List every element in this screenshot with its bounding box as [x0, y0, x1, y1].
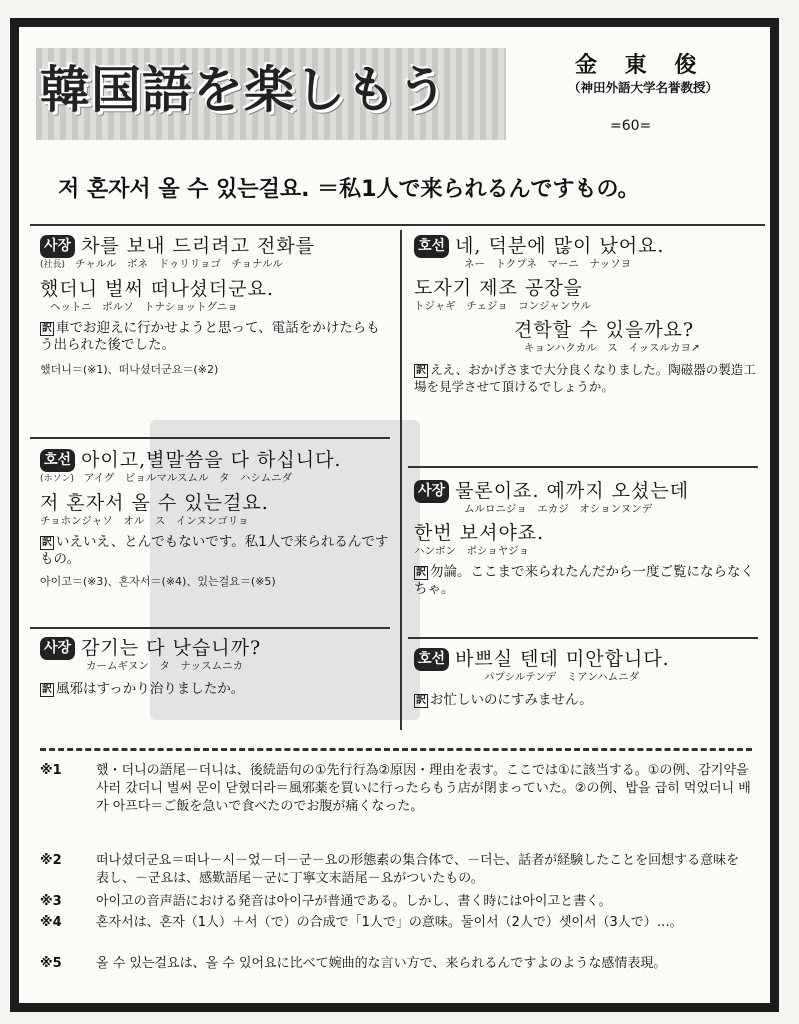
korean-line: 물론이죠. 예까지 오셨는데 — [455, 480, 690, 502]
speaker-badge: 사장 — [414, 480, 449, 503]
translation: 車でお迎えに行かせようと思って、電話をかけたらもう出られた後でした。 — [40, 320, 380, 353]
translation: いえいえ、とんでもないです。私1人で来られるんですもの。 — [40, 534, 389, 567]
translation-mark: 訳 — [42, 323, 52, 334]
reading-line: アイグ ピョルマルスムル タ ハシムニダ — [84, 472, 293, 484]
series-title: 韓国語を楽しもう — [40, 61, 448, 119]
translation-mark: 訳 — [416, 567, 426, 578]
translation-mark: 訳 — [416, 365, 426, 376]
dialogue-block-3 — [40, 637, 390, 698]
reading-line: トジャギ チェジョ コンジャンウル — [414, 300, 591, 312]
korean-line: 견학할 수 있을까요? — [514, 319, 695, 341]
dialogue-block-2 — [40, 449, 390, 589]
reading-line: ネー トクプネ マーニ ナッソヨ — [464, 258, 632, 270]
speaker-role: (社長) — [40, 260, 66, 270]
korean-line: 도자기 제조 공장을 — [414, 277, 583, 299]
korean-line: 저 혼자서 올 수 있는걸요. — [40, 492, 269, 514]
reading-line: ヘットニ ポルソ トナショットグニョ — [50, 301, 238, 313]
reading-line: ハンボン ポショヤジョ — [414, 545, 529, 557]
reading-line: ムルロニジョ エカジ オションヌンデ — [464, 503, 653, 515]
speaker-badge: 호선 — [40, 449, 75, 472]
korean-line: 했더니 벌써 떠나셨더군요. — [40, 278, 275, 300]
korean-line: 차를 보내 드리려고 전화를 — [81, 235, 316, 257]
dialogue-block-1 — [40, 235, 390, 377]
speaker-badge: 사장 — [40, 637, 75, 660]
author-affiliation: （神田外語大学名誉教授） — [568, 80, 719, 95]
footnote-3: ※3 아이고の音声語における発音は아이구が普通である。しかし、書く時には아이고と書く。 — [40, 894, 612, 909]
translation: 風邪はすっかり治りましたか。 — [56, 681, 245, 697]
korean-line: 바쁘실 텐데 미안합니다. — [455, 648, 670, 670]
reading-line: チョホンジャソ オル ス インヌンゴリョ — [40, 515, 249, 527]
speaker-badge: 호선 — [414, 235, 449, 258]
issue-number: =60= — [610, 118, 652, 134]
reading-line: チャルル ボネ ドゥリリョゴ チョナルル — [75, 258, 283, 270]
korean-line: 감기는 다 낫습니까? — [81, 637, 262, 659]
right-divider-2 — [408, 637, 758, 639]
translation: 勿論。ここまで来られたんだから一度ご覧にならなくちゃ。 — [414, 564, 754, 597]
left-divider-2 — [30, 627, 390, 629]
translation-mark: 訳 — [42, 537, 52, 548]
translation: お忙しいのにすみません。 — [430, 692, 593, 708]
notes-separator — [40, 748, 752, 751]
reading-line: パプシルテンデ ミアンハムニダ — [484, 671, 640, 683]
translation: ええ、おかげさまで大分良くなりました。陶磁器の製造工場を見学させて頂けるでしょうか。 — [414, 362, 756, 394]
footnote-4: ※4 혼자서は、혼자（1人）＋서（で）の合成で「1人で」の意味。둘이서（2人で）셋이서（3人で）…。 — [40, 915, 683, 930]
speaker-role: (ホソン) — [40, 474, 75, 484]
note-refs: 했더니＝(※1)、떠나셨더군요＝(※2) — [40, 363, 219, 376]
korean-line: 아이고,별말씀을 다 하십니다. — [81, 449, 342, 471]
translation-mark: 訳 — [416, 695, 426, 706]
footnote-1: ※1 했・더니の語尾－더니は、後続語句の①先行行為②原因・理由を表す。ここでは①に該当する。①の例、감기약을 사러 갔더니 벌써 문이 닫혔더라＝風邪薬を買いに行ったらもう店が閉まっていた。②の例、밥을 급히 먹었더니 배가 아프다＝ご飯を急いで食べたのでお腹が痛くなった。 — [40, 763, 751, 814]
left-divider-1 — [30, 437, 390, 439]
headline: 저 혼자서 올 수 있는걸요. ＝私1人で来られるんですもの。 — [58, 177, 640, 202]
footnote-5: ※5 올 수 있는걸요は、올 수 있어요に比べて婉曲的な言い方で、来られるんですよのような感情表現。 — [40, 956, 667, 971]
right-divider-1 — [408, 466, 758, 468]
speaker-badge: 호선 — [414, 648, 449, 671]
korean-line: 네, 덕분에 많이 났어요. — [455, 235, 665, 257]
headline-divider — [30, 224, 765, 226]
footnote-2: ※2 떠나셨더군요＝떠나－시－었－더－군－요の形態素の集合体で、－더는、話者が経験したことを回想する意味を表し、－군요は、感歎語尾－군に丁寧文末語尾－요がついたもの。 — [40, 853, 740, 886]
column-divider — [400, 230, 402, 730]
reading-line: カームギヌン タ ナッスムニカ — [86, 660, 244, 672]
korean-line: 한번 보셔야죠. — [414, 522, 545, 544]
dialogue-block-6 — [414, 648, 759, 709]
translation-mark: 訳 — [42, 684, 52, 695]
dialogue-block-5 — [414, 480, 759, 598]
note-refs: 아이고＝(※3)、혼자서＝(※4)、있는걸요＝(※5) — [40, 575, 276, 588]
speaker-badge: 사장 — [40, 235, 75, 258]
dialogue-block-4 — [414, 235, 759, 395]
author-name: 金 東 俊 — [575, 53, 707, 78]
reading-line: キョンハクカル ス イッスルカヨ↗ — [524, 342, 700, 354]
